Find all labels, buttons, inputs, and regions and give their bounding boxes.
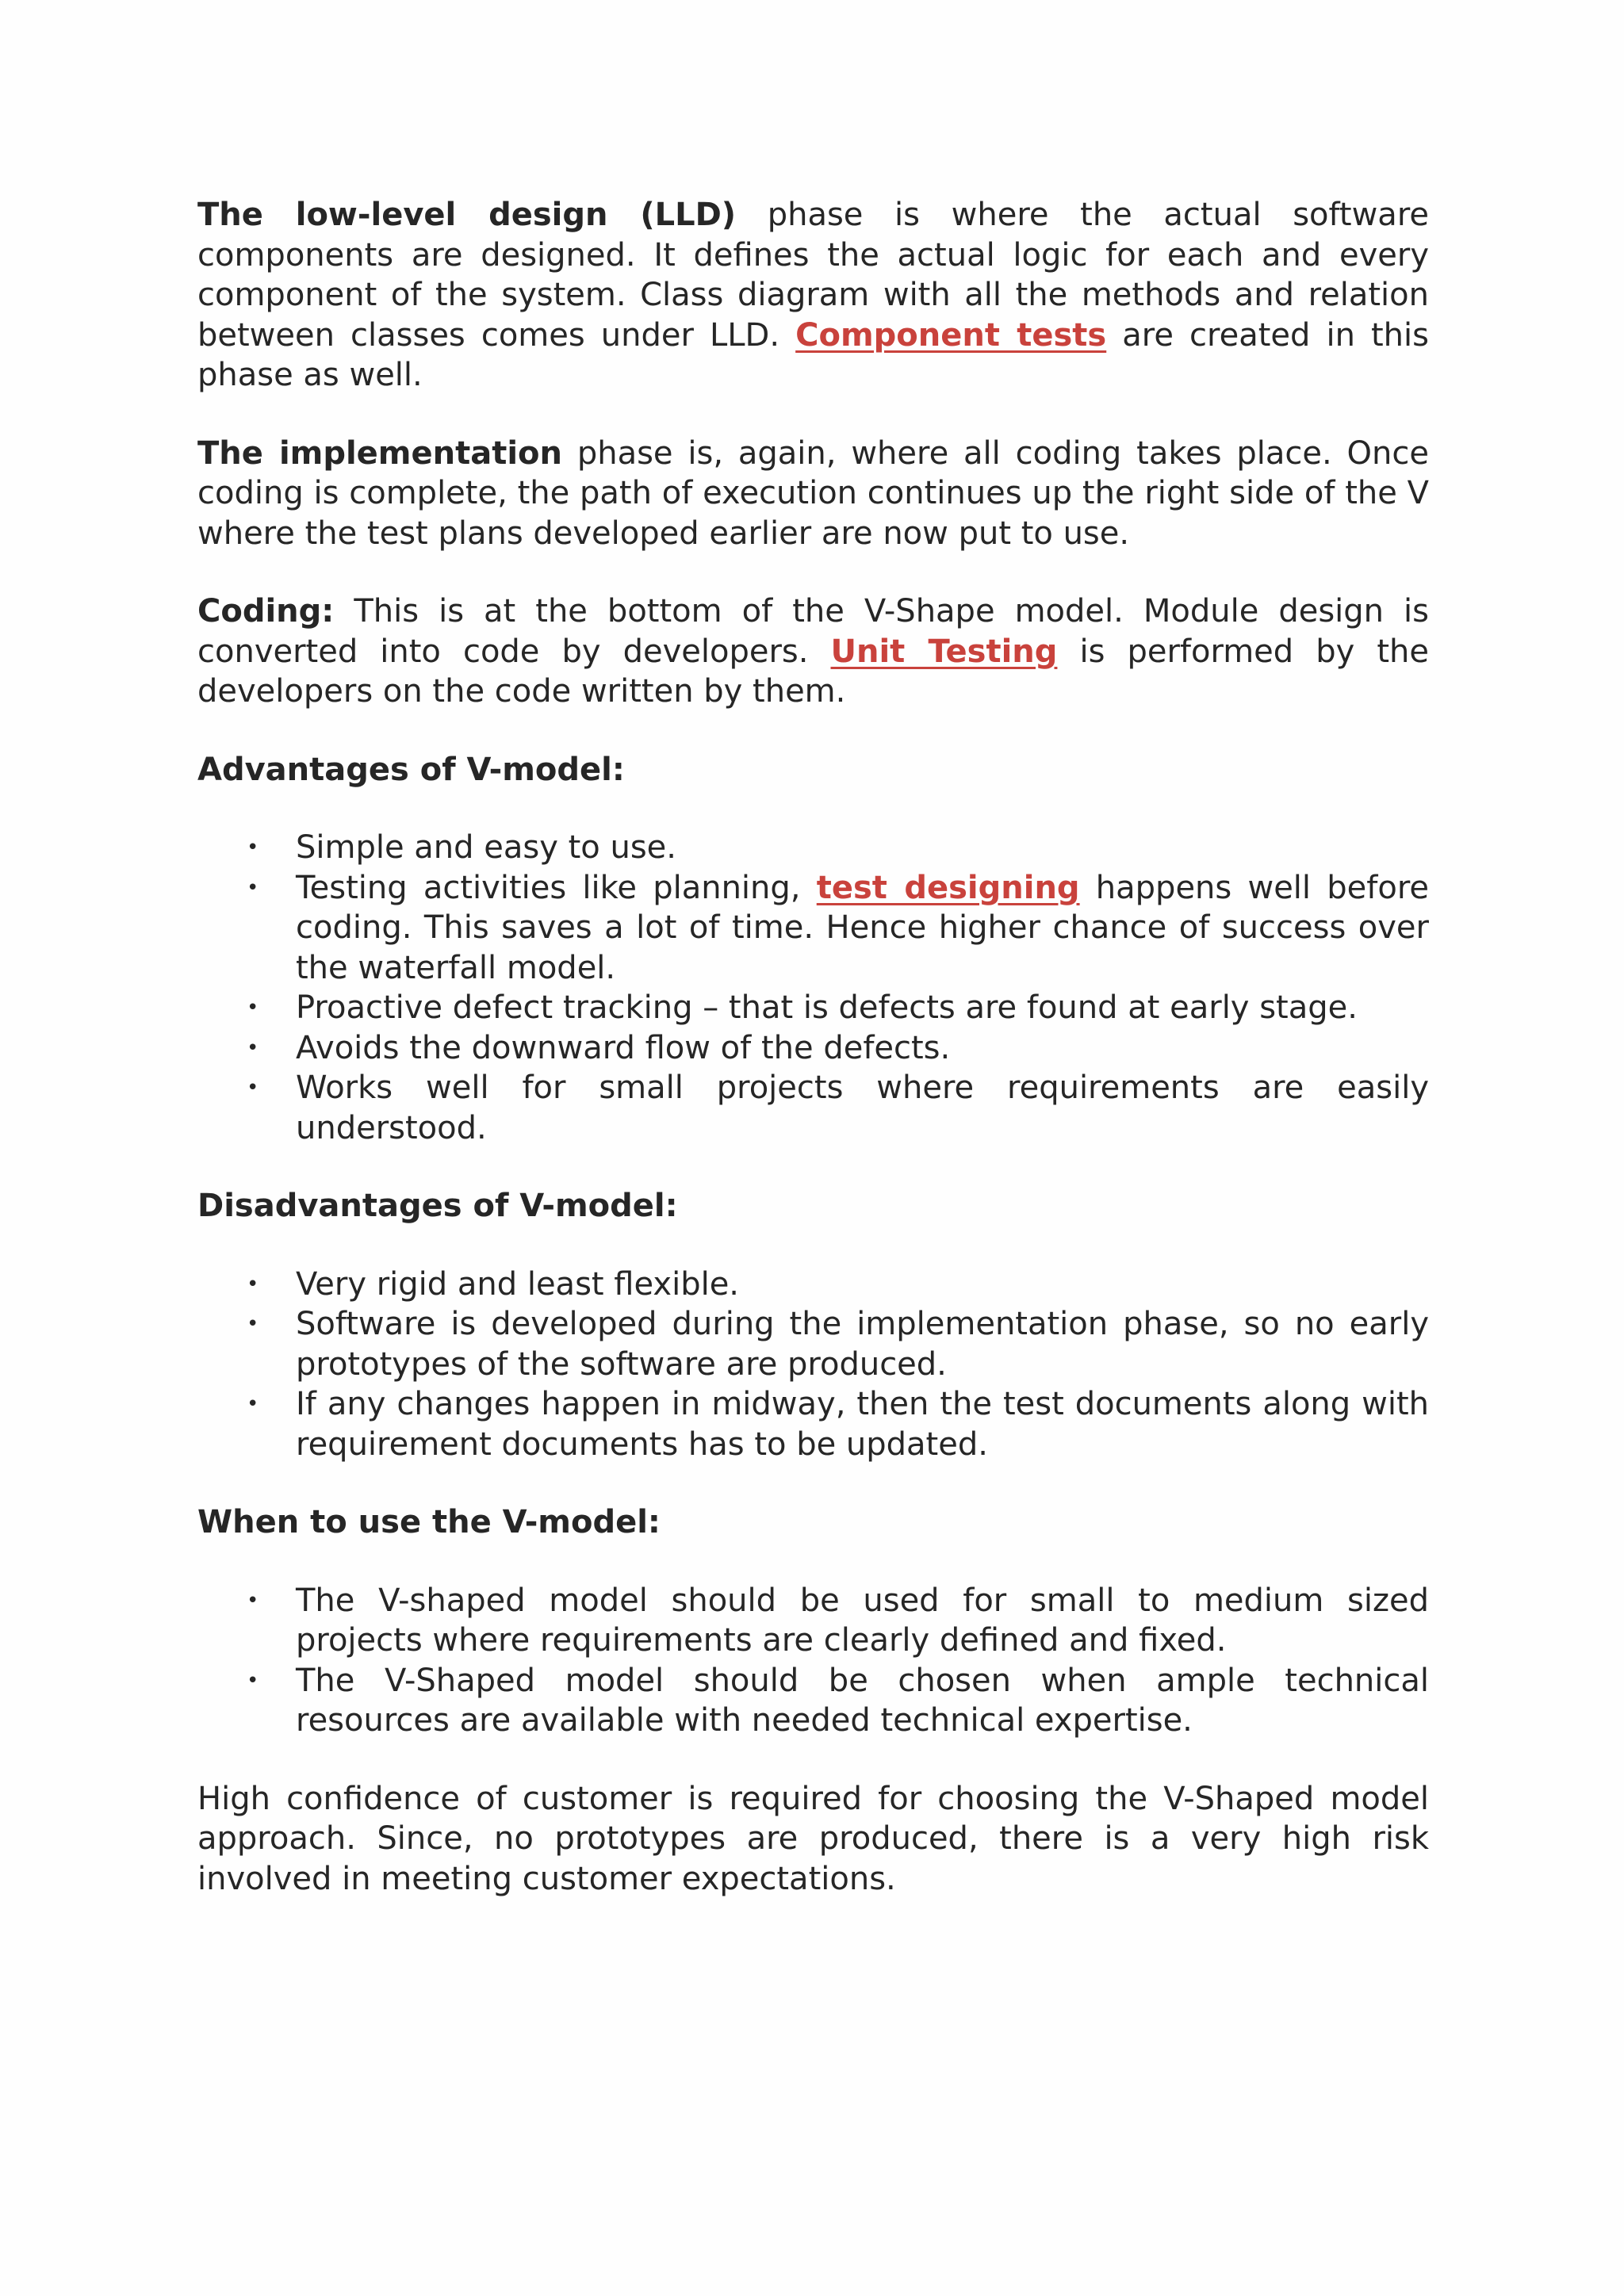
bullet-icon: •: [247, 1392, 259, 1416]
disadvantages-list: [197, 1265, 1429, 1465]
list-item-text: Simple and easy to use.: [296, 829, 676, 866]
implementation-paragraph: [197, 434, 1429, 554]
bullet-icon: •: [247, 1668, 259, 1693]
coding-text-2: is performed by the developers on the code written by them.: [197, 633, 1429, 710]
list-item: [247, 1304, 1429, 1384]
unit-testing-link[interactable]: Unit Testing: [830, 633, 1058, 670]
bullet-icon: •: [247, 1588, 259, 1613]
advantages-heading: Advantages of V-model:: [197, 751, 625, 788]
list-item: [247, 1265, 1429, 1305]
component-tests-link[interactable]: Component tests: [795, 316, 1107, 354]
bullet-icon: •: [247, 875, 259, 900]
when-to-use-list: [197, 1581, 1429, 1741]
list-item-text: Avoids the downward flow of the defects.: [296, 1029, 951, 1066]
implementation-text: phase is, again, where all coding takes place. Once coding is complete, the path of execution continues up the right side of the V where the test plans developed earlier are now put to use.: [197, 434, 1429, 552]
document-page: [197, 195, 1429, 1937]
list-item-text: Works well for small projects where requirements are easily understood.: [296, 1070, 1429, 1146]
list-item-text: Proactive defect tracking – that is defects are found at early stage.: [296, 989, 1358, 1026]
list-item: [247, 868, 1429, 989]
bullet-icon: •: [247, 836, 259, 859]
list-item-text: Testing activities like planning,: [296, 869, 817, 906]
coding-paragraph: [197, 591, 1429, 712]
list-item: [247, 1068, 1429, 1148]
coding-text-1: This is at the bottom of the V-Shape model. Module design is converted into code by developers.: [197, 593, 1429, 670]
list-item: [247, 988, 1429, 1028]
lld-text-2: are created in this phase as well.: [197, 316, 1429, 393]
list-item-text: The V-Shaped model should be chosen when ample technical resources are available with needed technical expertise.: [296, 1662, 1429, 1739]
lld-term: The low-level design (LLD): [197, 197, 737, 233]
list-item: [247, 1581, 1429, 1661]
when-to-use-heading: When to use the V-model:: [197, 1504, 661, 1540]
list-item: [247, 1384, 1429, 1464]
list-item-text: Very rigid and least flexible.: [296, 1265, 740, 1303]
lld-paragraph: [197, 195, 1429, 396]
list-item: [247, 828, 1429, 868]
bullet-icon: •: [247, 996, 259, 1020]
test-designing-link[interactable]: test designing: [816, 869, 1080, 906]
disadvantages-heading: Disadvantages of V-model:: [197, 1188, 678, 1224]
list-item-text: If any changes happen in midway, then the test documents along with requirement documents has to be updated.: [296, 1386, 1429, 1463]
list-item-text: happens well before coding. This saves a lot of time. Hence higher chance of success over the waterfall model.: [296, 869, 1429, 986]
lld-text-1: phase is where the actual software components are designed. It defines the actual logic for each and every component of the system. Class diagram with all the methods and relation between classes comes under LLD.: [197, 197, 1429, 354]
bullet-icon: •: [247, 1035, 259, 1060]
advantages-list: [197, 828, 1429, 1148]
list-item-text: Software is developed during the implementation phase, so no early prototypes of the software are produced.: [296, 1306, 1429, 1383]
bullet-icon: •: [247, 1312, 259, 1336]
bullet-icon: •: [247, 1076, 259, 1100]
bullet-icon: •: [247, 1272, 259, 1296]
coding-term: Coding:: [197, 593, 335, 629]
list-item-text: The V-shaped model should be used for small to medium sized projects where requirements are clearly defined and fixed.: [296, 1582, 1429, 1659]
list-item: [247, 1028, 1429, 1069]
list-item: [247, 1661, 1429, 1741]
implementation-term: The implementation: [197, 434, 562, 472]
closing-paragraph: High confidence of customer is required for choosing the V-Shaped model approach. Since, no prototypes are produced, there is a very high risk involved in meeting customer expectations.: [197, 1780, 1429, 1897]
